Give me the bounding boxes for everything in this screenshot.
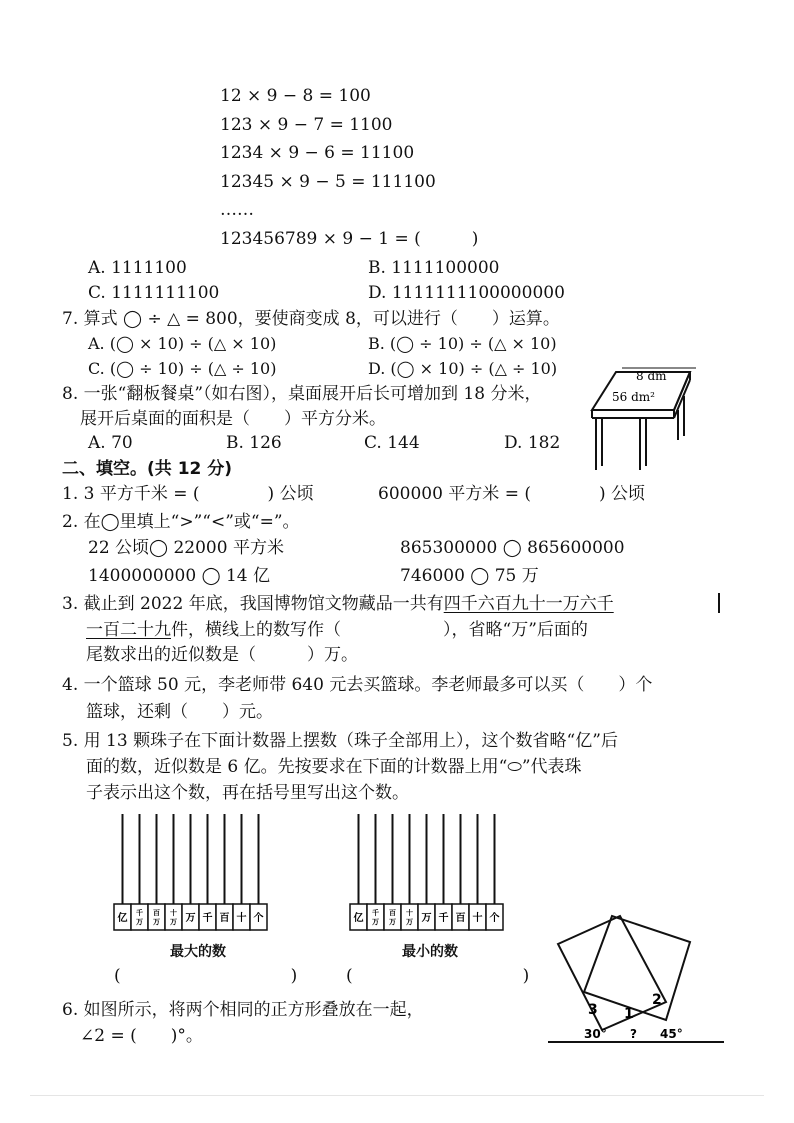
s2-q3-line-3: 尾数求出的近似数是（ ）万。: [86, 645, 358, 665]
abacus-place-label: 千: [438, 913, 449, 924]
s2-q3-underlined-number-cont: 一百二十九: [86, 620, 171, 640]
s2-q2-stem: 2. 在◯里填上“>”“<”或“=”。: [62, 512, 300, 532]
abacus-place-cell: [384, 904, 401, 930]
s2-q5-line-3: 子表示出这个数，再在括号里写出这个数。: [86, 783, 409, 803]
square-1: [558, 916, 666, 1030]
pattern-line-1: 12 × 9 − 8 = 100: [220, 86, 371, 106]
abacus-place-label: 百万: [389, 909, 396, 926]
option-a: A. 1111100: [88, 258, 187, 278]
abacus-place-cell: [165, 904, 182, 930]
pattern-line-3: 1234 × 9 − 6 = 11100: [220, 143, 415, 163]
s2-q2-compare-4: 746000 ◯ 75 万: [400, 566, 539, 586]
q8-option-a: A. 70: [88, 433, 133, 453]
s2-q1-part2: 600000 平方米 = ( ) 公顷: [378, 484, 646, 504]
option-c: C. 1111111100: [88, 283, 220, 303]
angle-1-label: 1: [624, 1006, 634, 1022]
q8-option-b: B. 126: [226, 433, 282, 453]
s2-q2-compare-1: 22 公顷◯ 22000 平方米: [88, 538, 284, 558]
abacus-place-label: 千: [202, 913, 213, 924]
s2-q6-line-1: 6. 如图所示，将两个相同的正方形叠放在一起，: [62, 1000, 424, 1020]
abacus-place-cell: [148, 904, 165, 930]
q8-option-c: C. 144: [364, 433, 420, 453]
abacus-place-cell: [401, 904, 418, 930]
pattern-ellipsis: ……: [220, 200, 254, 220]
q8-line-1: 8. 一张“翻板餐桌”（如右图），桌面展开后长可增加到 18 分米，: [62, 384, 542, 404]
folding-table-figure: [578, 366, 700, 476]
option-b: B. 1111100000: [368, 258, 500, 278]
answer-paren-max[interactable]: ( ): [114, 966, 298, 986]
abacus-place-label: 亿: [117, 913, 128, 924]
abacus-max[interactable]: [112, 812, 272, 942]
abacus-place-label: 百: [219, 913, 230, 924]
s2-q2-compare-2: 865300000 ◯ 865600000: [400, 538, 625, 558]
s2-q6-line-2: ∠2 = ( )°。: [80, 1026, 203, 1046]
abacus-max-label: 最大的数: [170, 944, 226, 960]
s2-q5-line-2: 面的数，近似数是 6 亿。先按要求在下面的计数器上用“⬭”代表珠: [86, 757, 582, 777]
angle-2-label: 2: [652, 992, 662, 1008]
q7-option-c: C. (◯ ÷ 10) ÷ (△ ÷ 10): [88, 359, 277, 378]
abacus-place-label: 十万: [170, 909, 177, 926]
abacus-place-label: 百万: [153, 909, 160, 926]
page-bottom-rule: [30, 1095, 764, 1096]
fig-width-label: 8 dm: [636, 369, 667, 383]
q7-option-a: A. (◯ × 10) ÷ (△ × 10): [88, 334, 277, 353]
pattern-line-4: 12345 × 9 − 5 = 111100: [220, 172, 436, 192]
q7-option-d: D. (◯ × 10) ÷ (△ ÷ 10): [368, 359, 558, 378]
angle-45-label: 45°: [660, 1027, 683, 1041]
pattern-line-2: 123 × 9 − 7 = 1100: [220, 115, 393, 135]
angle-30-label: 30°: [584, 1027, 607, 1041]
s2-q3-text: 3. 截止到 2022 年底，我国博物馆文物藏品一共有: [62, 594, 444, 614]
abacus-place-label: 万: [421, 913, 432, 924]
option-d: D. 1111111100000000: [368, 283, 565, 303]
margin-mark: [718, 593, 720, 613]
s2-q4-line-2: 篮球，还剩（ ）元。: [86, 702, 273, 722]
abacus-min-label: 最小的数: [402, 944, 458, 960]
fig-area-label: 56 dm²: [612, 390, 655, 404]
section-title: 二、填空。(共 12 分): [62, 459, 233, 479]
abacus-place-label: 十万: [406, 909, 413, 926]
q8-option-d: D. 182: [504, 433, 561, 453]
abacus-min[interactable]: [348, 812, 508, 942]
abacus-place-label: 亿: [353, 913, 364, 924]
abacus-place-label: 万: [185, 913, 196, 924]
s2-q3-underlined-number: 四千六百九十一万六千: [443, 594, 614, 614]
q7-option-b: B. (◯ ÷ 10) ÷ (△ × 10): [368, 334, 557, 353]
abacus-place-label: 个: [489, 913, 500, 924]
pattern-final: 123456789 × 9 − 1 = ( ): [220, 229, 479, 249]
s2-q5-line-1: 5. 用 13 颗珠子在下面计数器上摆数（珠子全部用上），这个数省略“亿”后: [62, 731, 618, 751]
s2-q3-line-1: [62, 594, 614, 614]
abacus-place-label: 千万: [136, 909, 143, 926]
s2-q2-compare-3: 1400000000 ◯ 14 亿: [88, 566, 271, 586]
abacus-place-label: 十: [472, 913, 483, 924]
abacus-place-label: 个: [253, 913, 264, 924]
s2-q3-text-2: 件，横线上的数写作（ ），省略“万”后面的: [171, 620, 588, 640]
abacus-place-label: 千万: [372, 909, 379, 926]
square-2: [584, 916, 690, 1020]
abacus-place-label: 十: [236, 913, 247, 924]
q7-stem: 7. 算式 ◯ ÷ △ = 800，要使商变成 8，可以进行（ ）运算。: [62, 309, 560, 329]
q8-line-2: 展开后桌面的面积是（ ）平方分米。: [80, 409, 386, 429]
s2-q3-line-2: [86, 620, 588, 640]
overlapping-squares-figure: [548, 900, 728, 1050]
abacus-place-cell: [367, 904, 384, 930]
s2-q4-line-1: 4. 一个篮球 50 元，李老师带 640 元去买篮球。李老师最多可以买（ ）个: [62, 675, 653, 695]
s2-q1-part1: 1. 3 平方千米 = ( ) 公顷: [62, 484, 314, 504]
angle-3-label: 3: [588, 1002, 598, 1018]
abacus-place-label: 百: [455, 913, 466, 924]
answer-paren-min[interactable]: ( ): [346, 966, 530, 986]
angle-unknown-label: ?: [630, 1027, 637, 1041]
abacus-place-cell: [131, 904, 148, 930]
